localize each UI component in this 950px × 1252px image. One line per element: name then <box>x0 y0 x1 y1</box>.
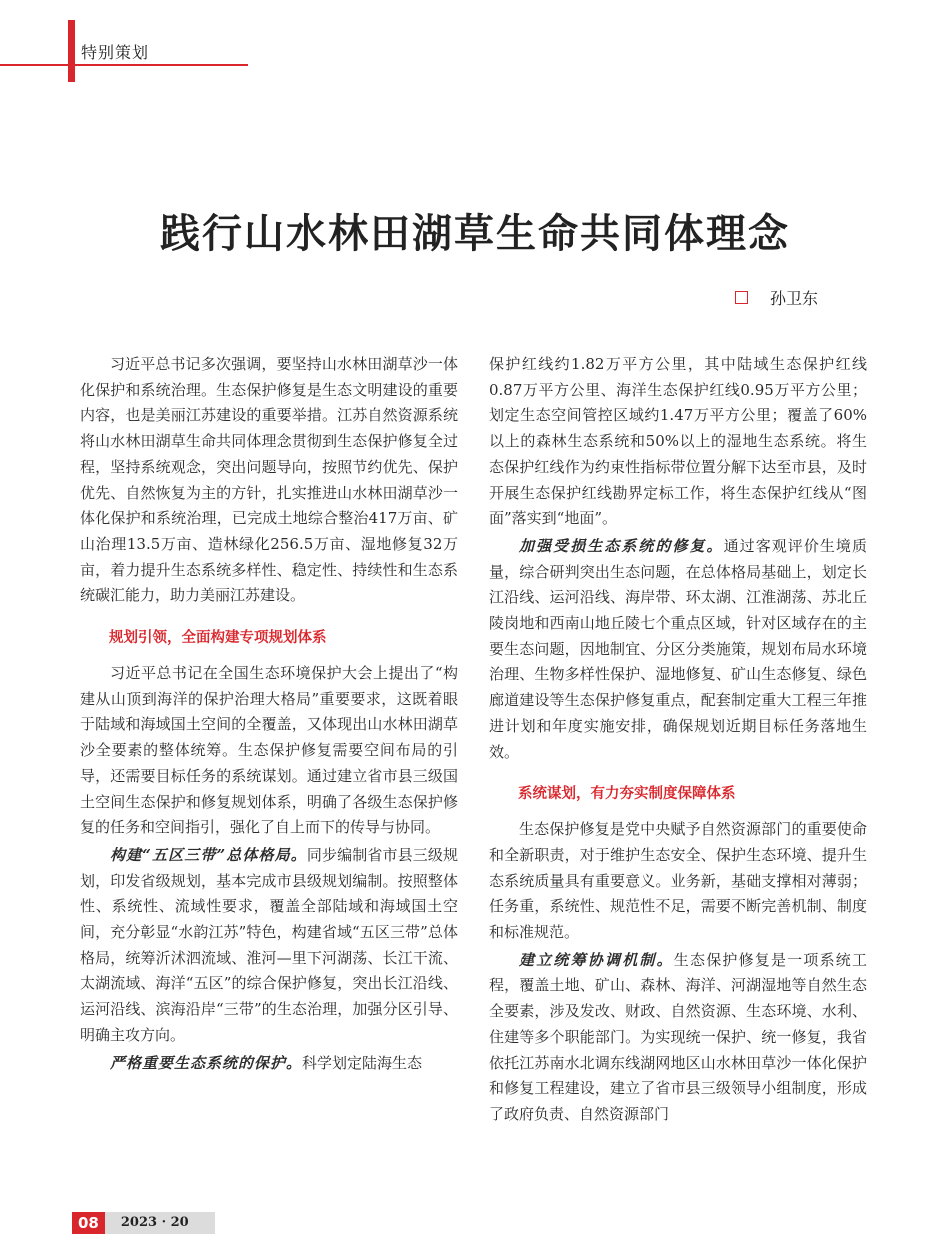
section-label: 特别策划 <box>81 43 150 62</box>
page-number: 08 <box>72 1212 105 1234</box>
paragraph: 保护红线约1.82万平方公里，其中陆域生态保护红线0.87万平方公里、海洋生态保护红线0.95万平方公里；划定生态空间管控区域约1.47万平方公里；覆盖了60%以上的森林生态系统和50%以上的湿地生态系统。将生态保护红线作为约束性指标带位置分解下达至市县，及时开展生态保护红线勘界定标工作，将生态保护红线从“图面”落实到“地面”。 <box>489 355 867 528</box>
paragraph-keyword: 构建“五区三带”总体格局。 <box>110 845 307 864</box>
paragraph-body: 通过客观评价生境质量，综合研判突出生态问题，在总体格局基础上，划定长江沿线、运河沿线、海岸带、环太湖、江淮湖荡、苏北丘陵岗地和西南山地丘陵七个重点区域，针对区域存在的主要生态问题，因地制宜、分区分类施策，规划布局水环境治理、生物多样性保护、湿地修复、矿山生态修复、绿色廊道建设等生态保护修复重点，配套制定重大工程三年推进计划和年度实施安排，确保规划近期目标任务落地生效。 <box>489 536 867 761</box>
paragraph <box>489 948 867 1128</box>
paragraph: 生态保护修复是党中央赋予自然资源部门的重要使命和全新职责，对于维护生态安全、保护生态环境、提升生态系统质量具有重要意义。业务新，基础支撑相对薄弱；任务重，系统性、规范性不足，需要不断完善机制、制度和标准规范。 <box>489 820 867 942</box>
section-heading: 系统谋划，有力夯实制度保障体系 <box>518 786 736 803</box>
header-rule <box>0 64 248 66</box>
paragraph-body: 科学划定陆海生态 <box>302 1053 423 1072</box>
page-footer <box>72 1212 215 1234</box>
paragraph-body: 同步编制省市县三级规划，印发省级规划，基本完成市县级规划编制。按照整体性、系统性、流域性要求，覆盖全部陆域和海域国土空间，充分彰显“水韵江苏”特色，构建省域“五区三带”总体格局，统筹沂沭泗流域、淮河—里下河湖荡、长江干流、太湖流域、海洋“五区”的综合保护修复，突出长江沿线、运河沿线、滨海沿岸“三带”的生态治理，加强分区引导、明确主攻方向。 <box>80 845 458 1044</box>
paragraph: 习近平总书记在全国生态环境保护大会上提出了“构建从山顶到海洋的保护治理大格局”重要要求，这既着眼于陆域和海域国土空间的全覆盖，又体现出山水林田湖草沙全要素的整体统筹。生态保护修复需要空间布局的引导，还需要目标任务的系统谋划。通过建立省市县三级国土空间生态保护和修复规划体系，明确了各级生态保护修复的任务和空间指引，强化了自上而下的传导与协同。 <box>80 664 458 837</box>
paragraph: 习近平总书记多次强调，要坚持山水林田湖草沙一体化保护和系统治理。生态保护修复是生态文明建设的重要内容，也是美丽江苏建设的重要举措。江苏自然资源系统将山水林田湖草生命共同体理念贯彻到生态保护修复全过程，坚持系统观念，突出问题导向，按照节约优先、保护优先、自然恢复为主的方针，扎实推进山水林田湖草沙一体化保护和系统治理，已完成土地综合整治417万亩、矿山治理13.5万亩、造林绿化256.5万亩、湿地修复32万亩，着力提升生态系统多样性、稳定性、持续性和生态系统碳汇能力，助力美丽江苏建设。 <box>80 355 458 605</box>
paragraph-keyword: 严格重要生态系统的保护。 <box>110 1053 303 1072</box>
author-name: 孙卫东 <box>769 289 818 308</box>
paragraph <box>80 1051 458 1077</box>
issue-label: 2023 · 20 <box>105 1212 215 1234</box>
paragraph-body: 生态保护修复是一项系统工程，覆盖土地、矿山、森林、海洋、河湖湿地等自然生态全要素，涉及发改、财政、自然资源、生态环境、水利、住建等多个职能部门。为实现统一保护、统一修复，我省依托江苏南水北调东线湖网地区山水林田草沙一体化保护和修复工程建设，建立了省市县三级领导小组制度，形成了政府负责、自然资源部门 <box>489 950 867 1123</box>
section-heading: 规划引领，全面构建专项规划体系 <box>109 630 327 647</box>
right-column <box>489 352 867 1130</box>
article-title: 践行山水林田湖草生命共同体理念 <box>160 211 790 257</box>
paragraph-keyword: 加强受损生态系统的修复。 <box>519 536 724 555</box>
paragraph <box>80 843 458 1049</box>
square-bullet-icon <box>735 291 748 304</box>
header-accent-bar <box>68 20 75 82</box>
paragraph <box>489 534 867 765</box>
paragraph-keyword: 建立统筹协调机制。 <box>519 950 674 969</box>
byline <box>735 286 818 309</box>
left-column <box>80 352 458 1078</box>
